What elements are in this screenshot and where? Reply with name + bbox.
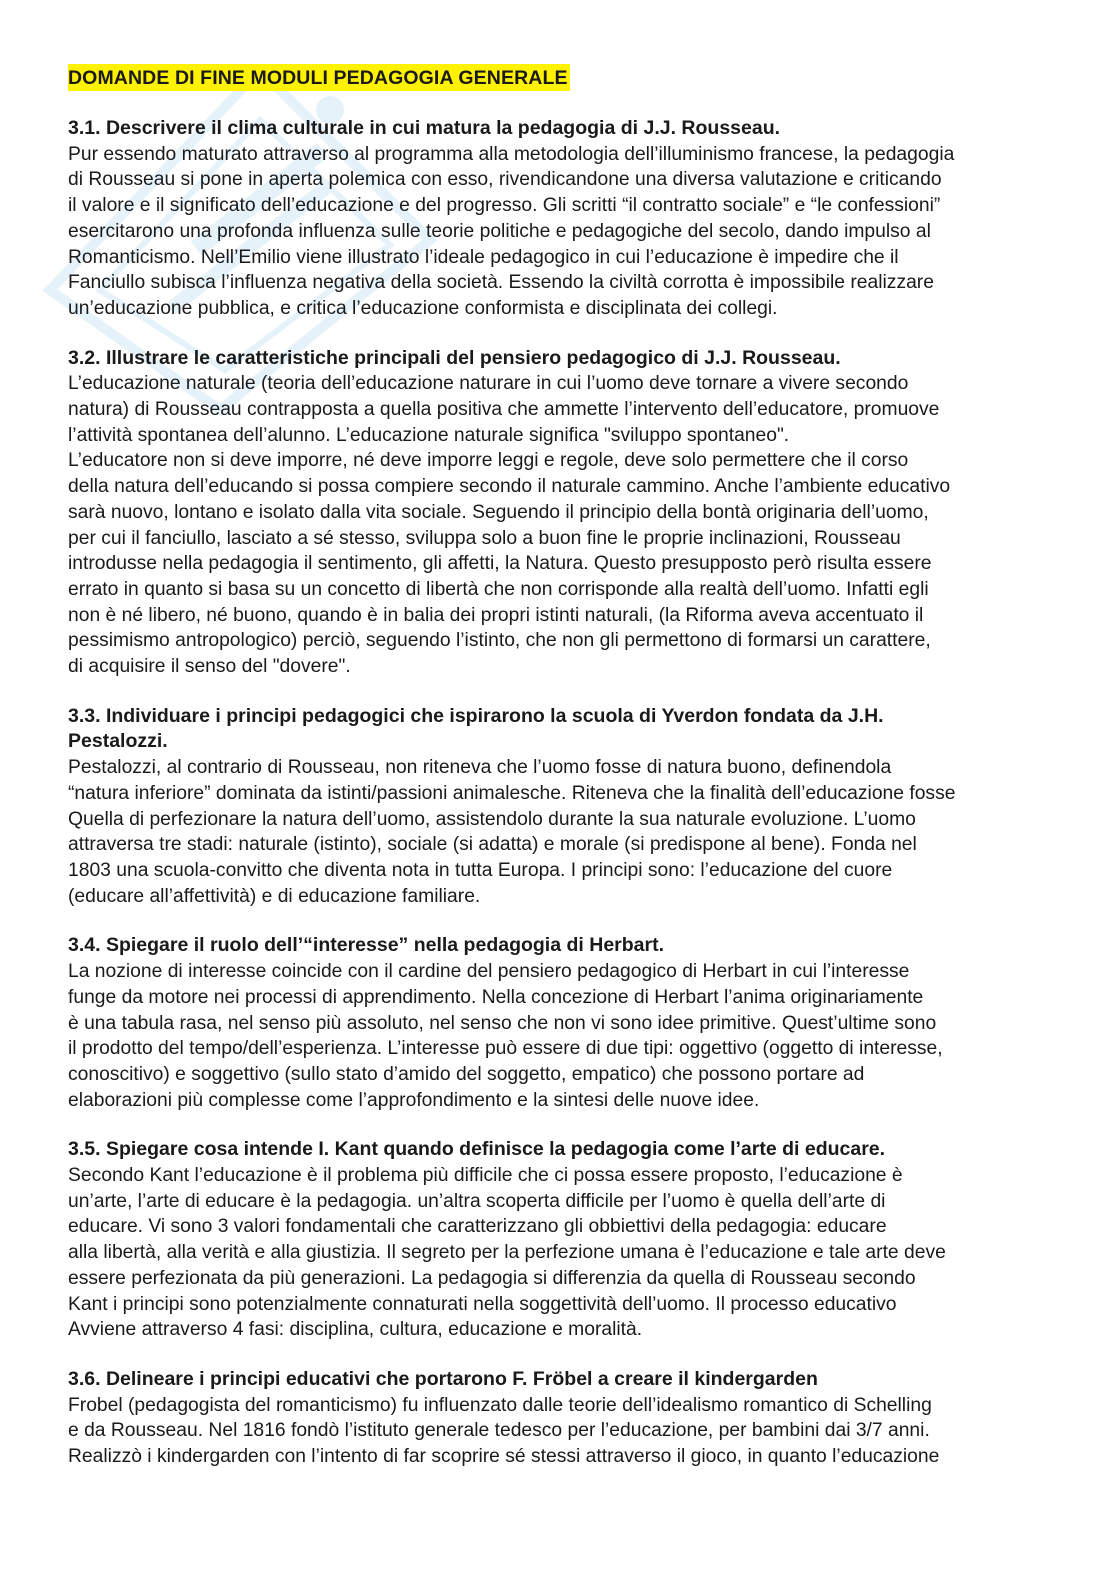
answer-text: Pestalozzi, al contrario di Rousseau, non riteneva che l’uomo fosse di natura buono, definendola “natura inferiore” dominata da istinti/passioni animalesche. Riteneva che la finalità dell’educazione fosse Quella di perfezionare la natura dell’uomo, assistendolo durante la sua naturale evoluzione. L’uomo attraversa tre stadi: naturale (istinto), sociale (si adatta) e morale (si predispone al bene). Fonda nel 1803 una scuola-convitto che diventa nota in tutta Europa. I principi sono: l’educazione del cuore (educare all’affettività) e di educazione familiare.: [68, 757, 956, 907]
section-3-6: [68, 1367, 1098, 1470]
question-title: 3.2. Illustrare le caratteristiche principali del pensiero pedagogico di J.J. Rousseau.: [68, 346, 841, 369]
section-3-3: [68, 704, 1098, 910]
answer-text: L’educazione naturale (teoria dell’educazione naturare in cui l’uomo deve tornare a vivere secondo natura) di Rousseau contrapposta a quella positiva che ammette l’intervento dell’educatore, promuove l’attività spontanea dell’alunno. L’educazione naturale significa "sviluppo spontaneo". L’educatore non si deve imporre, né deve imporre leggi e regole, deve solo permettere che il corso della natura dell’educando si possa compiere secondo il naturale cammino. Anche l’ambiente educativo sarà nuovo, lontano e isolato dalla vita sociale. Seguendo il principio della bontà originaria dell’uomo, per cui il fanciullo, lasciato a sé stesso, sviluppa solo a buon fine le proprie inclinazioni, Rousseau introdusse nella pedagogia il sentimento, gli affetti, la Natura. Questo presupposto però risulta essere errato in quanto si basa su un concetto di libertà che non corrisponde alla realtà dell’uomo. Infatti egli non è né libero, né buono, quando è in balia dei propri istinti naturali, (la Riforma aveva accentuato il pessimismo antropologico) perciò, seguendo l’istinto, che non gli permettono di formarsi un carattere, di acquisire il senso del "dovere".: [68, 373, 951, 678]
document-title: DOMANDE DI FINE MODULI PEDAGOGIA GENERALE: [68, 64, 570, 91]
section-3-1: [68, 116, 1098, 322]
question-title: 3.3. Individuare i principi pedagogici che ispirarono la scuola di Yverdon fondata da J.H. Pestalozzi.: [68, 704, 884, 753]
document-page: [68, 64, 1098, 1494]
section-3-4: [68, 933, 1098, 1113]
section-3-2: [68, 346, 1098, 680]
answer-text: Frobel (pedagogista del romanticismo) fu influenzato dalle teorie dell’idealismo romantico di Schelling e da Rousseau. Nel 1816 fondò l’istituto generale tedesco per l’educazione, per bambini dai 3/7 anni. Realizzò i kindergarden con l’intento di far scoprire sé stessi attraverso il gioco, in quanto l’educazione: [68, 1394, 940, 1468]
question-title: 3.4. Spiegare il ruolo dell’“interesse” nella pedagogia di Herbart.: [68, 934, 665, 957]
question-title: 3.1. Descrivere il clima culturale in cui matura la pedagogia di J.J. Rousseau.: [68, 117, 781, 139]
question-title: 3.6. Delineare i principi educativi che portarono F. Fröbel a creare il kindergarden: [68, 1367, 818, 1390]
section-3-5: [68, 1137, 1098, 1343]
answer-text: La nozione di interesse coincide con il cardine del pensiero pedagogico di Herbart in cui l’interesse funge da motore nei processi di apprendimento. Nella concezione di Herbart l’anima originariamente è una tabula rasa, nel senso più assoluto, nel senso che non vi sono idee primitive. Quest’ultime sono il prodotto del tempo/dell’esperienza. L’interesse può essere di due tipi: oggettivo (oggetto di interesse, conoscitivo) e soggettivo (sullo stato d’amido del soggetto, empatico) che possono portare ad elaborazioni più complesse come l’approfondimento e la sintesi delle nuove idee.: [68, 961, 943, 1111]
answer-text: Secondo Kant l’educazione è il problema più difficile che ci possa essere proposto, l’educazione è un’arte, l’arte di educare è la pedagogia. un’altra scoperta difficile per l’uomo è quella dell’arte di educare. Vi sono 3 valori fondamentali che caratterizzano gli obbiettivi della pedagogia: educare alla libertà, alla verità e alla giustizia. Il segreto per la perfezione umana è l’educazione e tale arte deve essere perfezionata da più generazioni. La pedagogia si differenzia da quella di Rousseau secondo Kant i principi sono potenzialmente connaturati nella soggettività dell’uomo. Il processo educativo Avviene attraverso 4 fasi: disciplina, cultura, educazione e moralità.: [68, 1165, 946, 1341]
answer-text: Pur essendo maturato attraverso al programma alla metodologia dell’illuminismo francese, la pedagogia di Rousseau si pone in aperta polemica con esso, rivendicandone una diversa valutazione e criticando il valore e il significato dell’educazione e del progresso. Gli scritti “il contratto sociale” e “le confessioni” esercitarono una profonda influenza sulle teorie politiche e pedagogiche del secolo, dando impulso al Romanticismo. Nell’Emilio viene illustrato l’ideale pedagogico in cui l’educazione è impedire che il Fanciullo subisca l’influenza negativa della società. Essendo la civiltà corrotta è impossibile realizzare un’educazione pubblica, e critica l’educazione conformista e disciplinata dei collegi.: [68, 143, 955, 319]
question-title: 3.5. Spiegare cosa intende I. Kant quando definisce la pedagogia come l’arte di educare.: [68, 1138, 886, 1161]
